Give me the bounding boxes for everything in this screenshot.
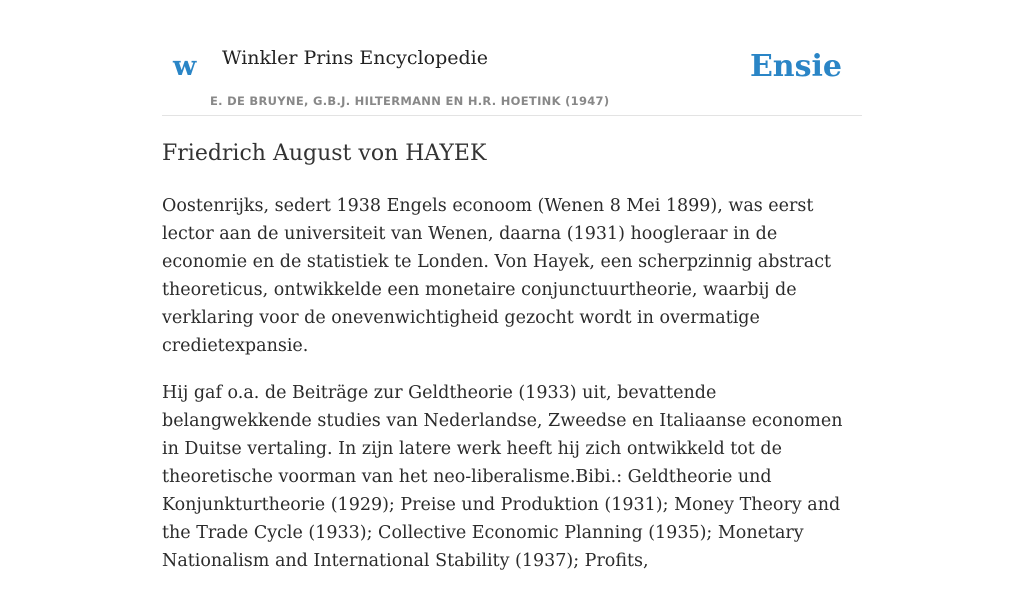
site-header (162, 40, 862, 116)
encyclopedia-authors: E. DE BRUYNE, G.B.J. HILTERMANN EN H.R. HOETINK (1947) (210, 94, 610, 108)
article-title: Friedrich August von HAYEK (162, 141, 487, 166)
ensie-logo[interactable]: Ensie (749, 49, 842, 84)
article-body (162, 192, 862, 594)
winkler-prins-logo[interactable]: w (173, 51, 197, 82)
article-paragraph: Hij gaf o.a. de Beiträge zur Geldtheorie (1933) uit, bevattende belangwekkende studies van Nederlandse, Zweedse en Italiaanse economen in Duitse vertaling. In zijn latere werk heeft hij zich ontwikkeld tot de theoretische voorman van het neo-liberalisme.Bibi.: Geldtheorie und Konjunkturtheorie (1929); Preise und Produktion (1931); Money Theory and the Trade Cycle (1933); Collective Economic Planning (1935); Monetary Nationalism and International Stability (1937); Profits, (162, 383, 843, 571)
article-paragraph: Oostenrijks, sedert 1938 Engels econoom (Wenen 8 Mei 1899), was eerst lector aan de universiteit van Wenen, daarna (1931) hoogleraar in de economie en de statistiek te Londen. Von Hayek, een scherpzinnig abstract theoreticus, ontwikkelde een monetaire conjunctuurtheorie, waarbij de verklaring voor de onevenwichtigheid gezocht wordt in overmatige credietexpansie. (162, 196, 832, 356)
encyclopedia-title[interactable]: Winkler Prins Encyclopedie (222, 47, 488, 69)
